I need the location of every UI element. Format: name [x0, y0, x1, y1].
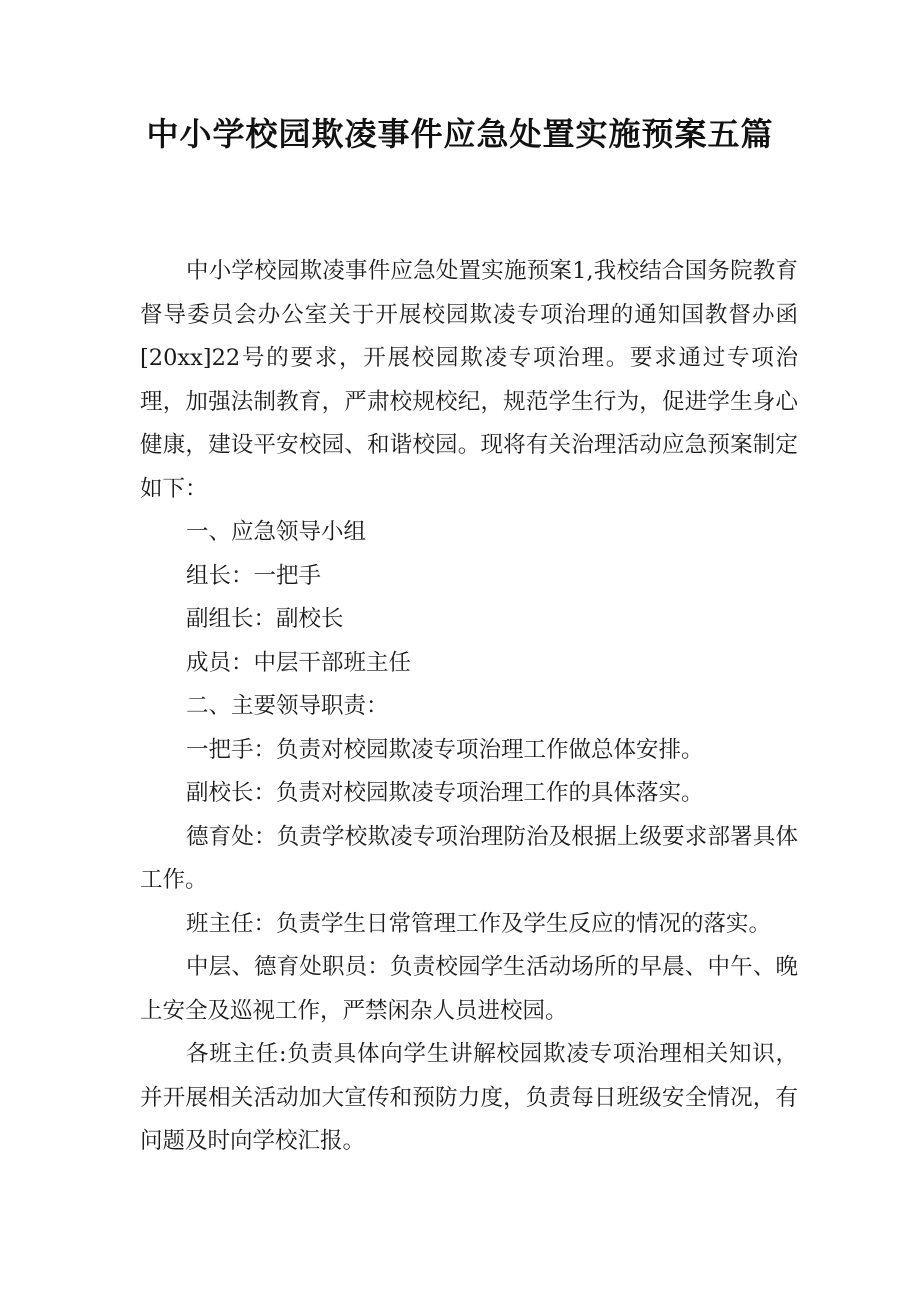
paragraph-intro: 中小学校园欺凌事件应急处置实施预案1,我校结合国务院教育督导委员会办公室关于开展校园欺凌专项治理的通知国教督办函[20xx]22号的要求，开展校园欺凌专项治理。要求通过专项治理，加强法制教育，严肃校规校纪，规范学生行为，促进学生身心健康，建设平安校园、和谐校园。现将有关治理活动应急预案制定如下：	[140, 258, 798, 502]
document-title: 中小学校园欺凌事件应急处置实施预案五篇	[146, 115, 774, 153]
paragraph-duty-moral-office: 德育处：负责学校欺凌专项治理防治及根据上级要求部署具体工作。	[140, 823, 798, 893]
paragraph-members: 成员：中层干部班主任	[186, 649, 412, 676]
paragraph-duty-vice-principal: 副校长：负责对校园欺凌专项治理工作的具体落实。	[186, 780, 704, 806]
paragraph-section-2-heading: 二、主要领导职责：	[186, 693, 389, 719]
paragraph-duty-head-teacher: 班主任：负责学生日常管理工作及学生反应的情况的落实。	[186, 910, 772, 937]
paragraph-duty-middle-staff: 中层、德育处职员：负责校园学生活动场所的早晨、中午、晚上安全及巡视工作，严禁闲杂人员进校园。	[140, 954, 798, 1024]
paragraph-duty-principal: 一把手：负责对校园欺凌专项治理工作做总体安排。	[186, 736, 704, 763]
paragraph-duty-class-teachers: 各班主任:负责具体向学生讲解校园欺凌专项治理相关知识，并开展相关活动加大宣传和预防力度，负责每日班级安全情况，有问题及时向学校汇报。	[140, 1041, 798, 1154]
paragraph-group-leader: 组长：一把手	[186, 562, 322, 589]
paragraph-deputy-leader: 副组长：副校长	[186, 606, 344, 632]
document-body	[140, 250, 798, 1164]
paragraph-section-1-heading: 一、应急领导小组	[186, 519, 367, 545]
